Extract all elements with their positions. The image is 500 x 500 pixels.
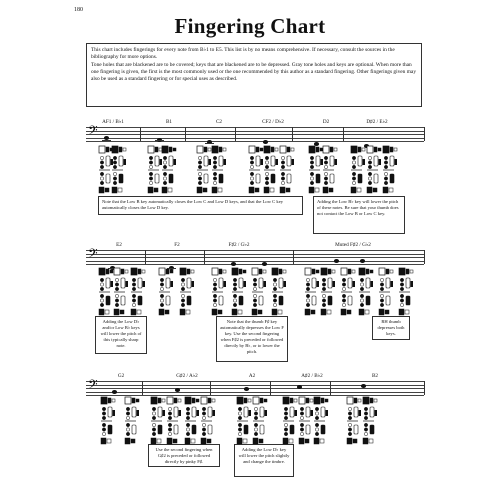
note-label: G♯2 / A♭2 [176,373,198,379]
ledger-line [102,140,111,141]
fingering-diagram [322,145,338,195]
annotation-box: Use the second fingering when G♯2 is preceded or followed directly by pinky F♯. [148,444,220,467]
note-label: CF2 / D♭2 [262,119,284,125]
fingering-diagram [358,267,374,317]
fingering-diagram [179,267,195,317]
bass-clef-icon: 𝄢 [88,377,98,395]
fingering-diagram [158,267,174,317]
annotation-box: RH thumb depresses both keys. [372,316,410,340]
fingering-diagram [113,267,129,317]
fingering-diagram [184,396,200,446]
barline [185,127,186,141]
barline [235,127,236,141]
note-label: F2 [174,242,180,248]
barline [210,381,211,395]
annotation-box: Note that the thumb F♯ key automatically depresses the Low F key. Use the second fingering when F♯2 is preceded or followed directly by B♭, or to lower the pitch. [216,316,288,362]
barline [142,381,143,395]
fingering-diagram [346,396,362,446]
note-label: Muted F♯2 / G♭2 [335,242,371,248]
bass-clef-icon: 𝄢 [88,246,98,264]
note-head [361,384,366,388]
fingering-diagram [211,267,227,317]
barline [140,127,141,141]
barline [145,250,146,264]
fingering-diagram [366,145,382,195]
staff-row-3 [86,377,424,395]
note-head [244,387,249,391]
fingering-diagram [248,145,264,195]
fingering-diagram [313,396,329,446]
fingering-diagram [298,396,314,446]
ledger-line [155,140,164,141]
fingering-diagram [236,396,252,446]
fingering-diagram [150,396,166,446]
barline [293,250,294,264]
note-label: E2 [116,242,122,248]
fingering-diagram [362,396,378,446]
page-number: 180 [74,7,83,13]
fingering-diagram [282,396,298,446]
note-label: C2 [215,119,223,125]
intro-box [86,43,422,107]
note-label: A♯2 / B♭2 [301,373,323,379]
note-head [297,385,302,389]
note-label: A2 [248,373,256,379]
annotation-box: Adding the Low B♭ key will lower the pitch of these notes. Be sure that your thumb does not contact the Low B or Low C key. [313,196,405,234]
ledger-line [205,143,214,144]
fingering-diagram [263,145,279,195]
barline [204,250,205,264]
bass-clef-icon: 𝄢 [88,123,98,141]
barline [270,381,271,395]
fingering-diagram [382,145,398,195]
barline [292,127,293,141]
fingering-diagram [378,267,394,317]
fingering-diagram [200,396,216,446]
fingering-diagram [231,267,247,317]
fingering-diagram [279,145,295,195]
fingering-diagram [166,396,182,446]
annotation-box: Adding the Low D♭ and/or Low B♭ keys will lower the pitch of this typically sharp note. [95,316,147,354]
note-head [231,262,236,266]
fingering-diagram [111,145,127,195]
note-label: G2 [117,373,125,379]
note-label: B1 [165,119,173,125]
note-label: AF1 / B♭1 [102,119,124,125]
note-label: D♯2 / E♭2 [366,119,388,125]
fingering-diagram [251,267,267,317]
note-head [112,390,117,394]
page-title: Fingering Chart [174,14,326,38]
intro-paragraph-1: This chart includes fingerings for every note from B♭1 to E5. This list is by no means comprehensive. If necessary, consult the sources in the bibliography for more options. [91,47,395,61]
fingering-diagram [98,267,114,317]
fingering-diagram [130,267,146,317]
staff-row-2 [86,246,424,264]
fingering-diagram [304,267,320,317]
fingering-diagram [398,267,414,317]
fingering-diagram [161,145,177,195]
fingering-diagram [196,145,212,195]
note-label: F♯2 / G♭2 [228,242,250,248]
note-head [360,259,365,263]
barline [343,127,344,141]
note-head [263,140,268,144]
note-head [334,259,339,263]
barline [330,381,331,395]
fingering-diagram [211,145,227,195]
intro-paragraph-2: Tone holes that are blackened are to be covered; keys that are blackened are to be depressed. Gray tone holes and keys are optional. When more than one fingering is given, the first is the most commonly used or the one recommended by this author as a standard fingering. Other fingerings given may also be used as a standard fingering or for special uses as described. [91,62,417,83]
fingering-diagram [320,267,336,317]
note-head [175,388,180,392]
note-label: D2 [322,119,330,125]
annotation-box: Note that the Low B key automatically closes the Low C and Low D keys, and that the Low C key automatically closes the Low D key. [98,196,303,215]
fingering-diagram [340,267,356,317]
staff-row-1 [86,123,424,141]
fingering-diagram [271,267,287,317]
fingering-diagram [124,396,140,446]
note-head [262,262,267,266]
note-label: B2 [371,373,379,379]
annotation-box: Adding the Low D♭ key will lower the pitch slightly and change the timbre. [234,444,294,477]
fingering-diagram [252,396,268,446]
fingering-diagram [100,396,116,446]
fingering-diagram [350,145,366,195]
